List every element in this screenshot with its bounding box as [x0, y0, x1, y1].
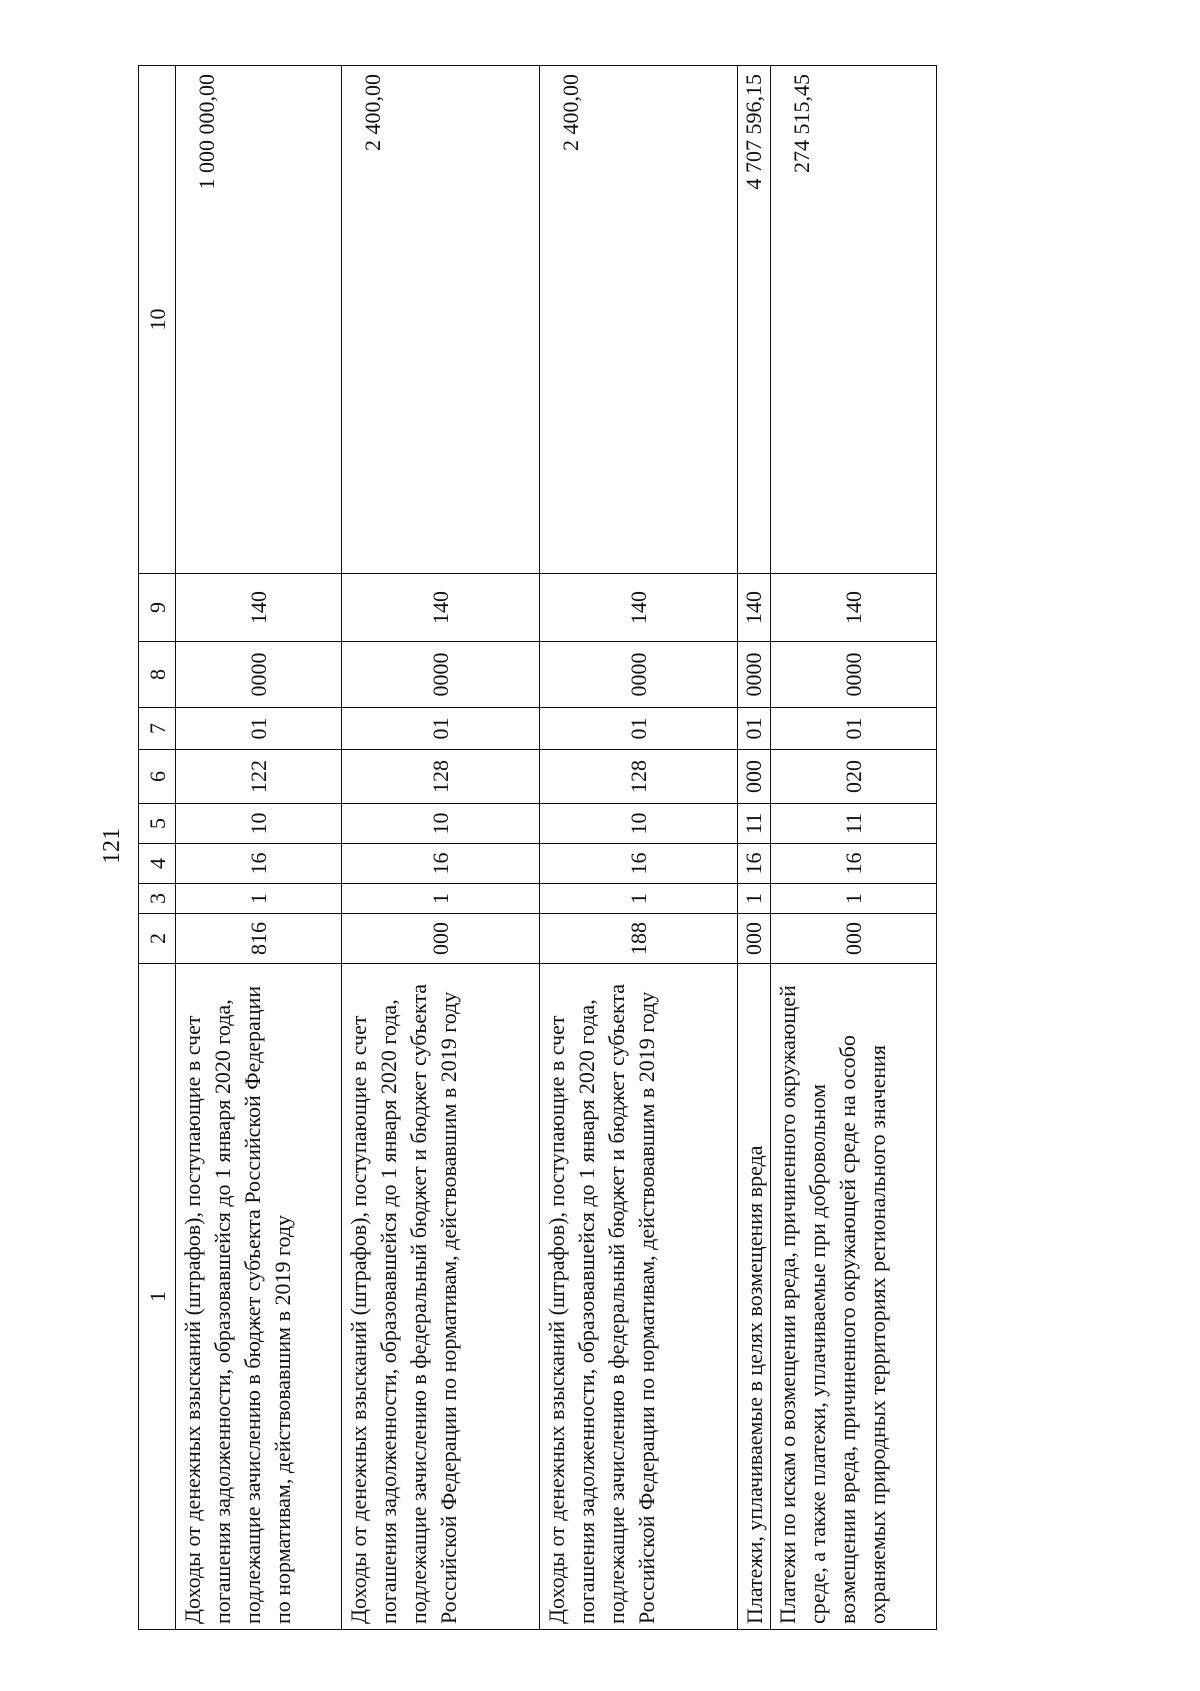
code-cell: 000	[738, 914, 771, 964]
table-row	[738, 66, 771, 1630]
code-cell: 020	[771, 750, 937, 804]
column-header: 5	[139, 804, 176, 844]
code-cell: 128	[342, 750, 540, 804]
column-header: 9	[139, 574, 176, 642]
code-cell: 0000	[176, 642, 342, 708]
code-cell: 16	[342, 844, 540, 884]
amount-cell: 1 000 000,00	[176, 66, 342, 574]
table-row	[771, 66, 937, 1630]
code-cell: 16	[540, 844, 738, 884]
column-header: 4	[139, 844, 176, 884]
code-cell: 01	[176, 708, 342, 750]
amount-cell: 274 515,45	[771, 66, 937, 574]
code-cell: 16	[176, 844, 342, 884]
column-header: 3	[139, 884, 176, 914]
code-cell: 140	[540, 574, 738, 642]
row-description: Доходы от денежных взысканий (штрафов), поступающие в счет погашения задолженности, образовавшейся до 1 января 2020 года, подлежащие зачислению в бюджет субъекта Российской Федерации по нормативам, действовавшим в 2019 году	[176, 964, 342, 1630]
amount-cell: 2 400,00	[342, 66, 540, 574]
code-cell: 11	[771, 804, 937, 844]
table-row	[176, 66, 342, 1630]
page-number: 121	[98, 828, 125, 864]
code-cell: 1	[771, 884, 937, 914]
code-cell: 0000	[738, 642, 771, 708]
rotated-table-container	[138, 66, 890, 1630]
column-header: 2	[139, 914, 176, 964]
amount-cell: 2 400,00	[540, 66, 738, 574]
code-cell: 01	[771, 708, 937, 750]
code-cell: 000	[342, 914, 540, 964]
column-header: 10	[139, 66, 176, 574]
code-cell: 816	[176, 914, 342, 964]
code-cell: 1	[738, 884, 771, 914]
column-number-row	[139, 66, 176, 1630]
row-description: Платежи по искам о возмещении вреда, причиненного окружающей среде, а также платежи, уплачиваемые при добровольном возмещении вреда, причиненного окружающей среде на особо охраняемых природных территориях регионального значения	[771, 964, 937, 1630]
code-cell: 140	[738, 574, 771, 642]
code-cell: 128	[540, 750, 738, 804]
column-header: 6	[139, 750, 176, 804]
code-cell: 1	[540, 884, 738, 914]
code-cell: 0000	[540, 642, 738, 708]
budget-revenue-table	[138, 65, 937, 1630]
code-cell: 01	[342, 708, 540, 750]
column-header: 8	[139, 642, 176, 708]
row-description: Доходы от денежных взысканий (штрафов), поступающие в счет погашения задолженности, образовавшейся до 1 января 2020 года, подлежащие зачислению в федеральный бюджет и бюджет субъекта Российской Федерации по нормативам, действовавшим в 2019 году	[342, 964, 540, 1630]
row-description: Платежи, уплачиваемые в целях возмещения вреда	[738, 964, 771, 1630]
amount-cell: 4 707 596,15	[738, 66, 771, 574]
code-cell: 140	[342, 574, 540, 642]
column-header: 7	[139, 708, 176, 750]
code-cell: 1	[176, 884, 342, 914]
code-cell: 01	[540, 708, 738, 750]
code-cell: 140	[176, 574, 342, 642]
code-cell: 11	[738, 804, 771, 844]
code-cell: 10	[176, 804, 342, 844]
table-row	[540, 66, 738, 1630]
code-cell: 16	[738, 844, 771, 884]
code-cell: 16	[771, 844, 937, 884]
code-cell: 01	[738, 708, 771, 750]
code-cell: 1	[342, 884, 540, 914]
code-cell: 122	[176, 750, 342, 804]
code-cell: 10	[540, 804, 738, 844]
code-cell: 0000	[771, 642, 937, 708]
code-cell: 140	[771, 574, 937, 642]
code-cell: 000	[771, 914, 937, 964]
code-cell: 10	[342, 804, 540, 844]
code-cell: 0000	[342, 642, 540, 708]
row-description: Доходы от денежных взысканий (штрафов), поступающие в счет погашения задолженности, образовавшейся до 1 января 2020 года, подлежащие зачислению в федеральный бюджет и бюджет субъекта Российской Федерации по нормативам, действовавшим в 2019 году	[540, 964, 738, 1630]
code-cell: 188	[540, 914, 738, 964]
column-header: 1	[139, 964, 176, 1630]
code-cell: 000	[738, 750, 771, 804]
table-row	[342, 66, 540, 1630]
